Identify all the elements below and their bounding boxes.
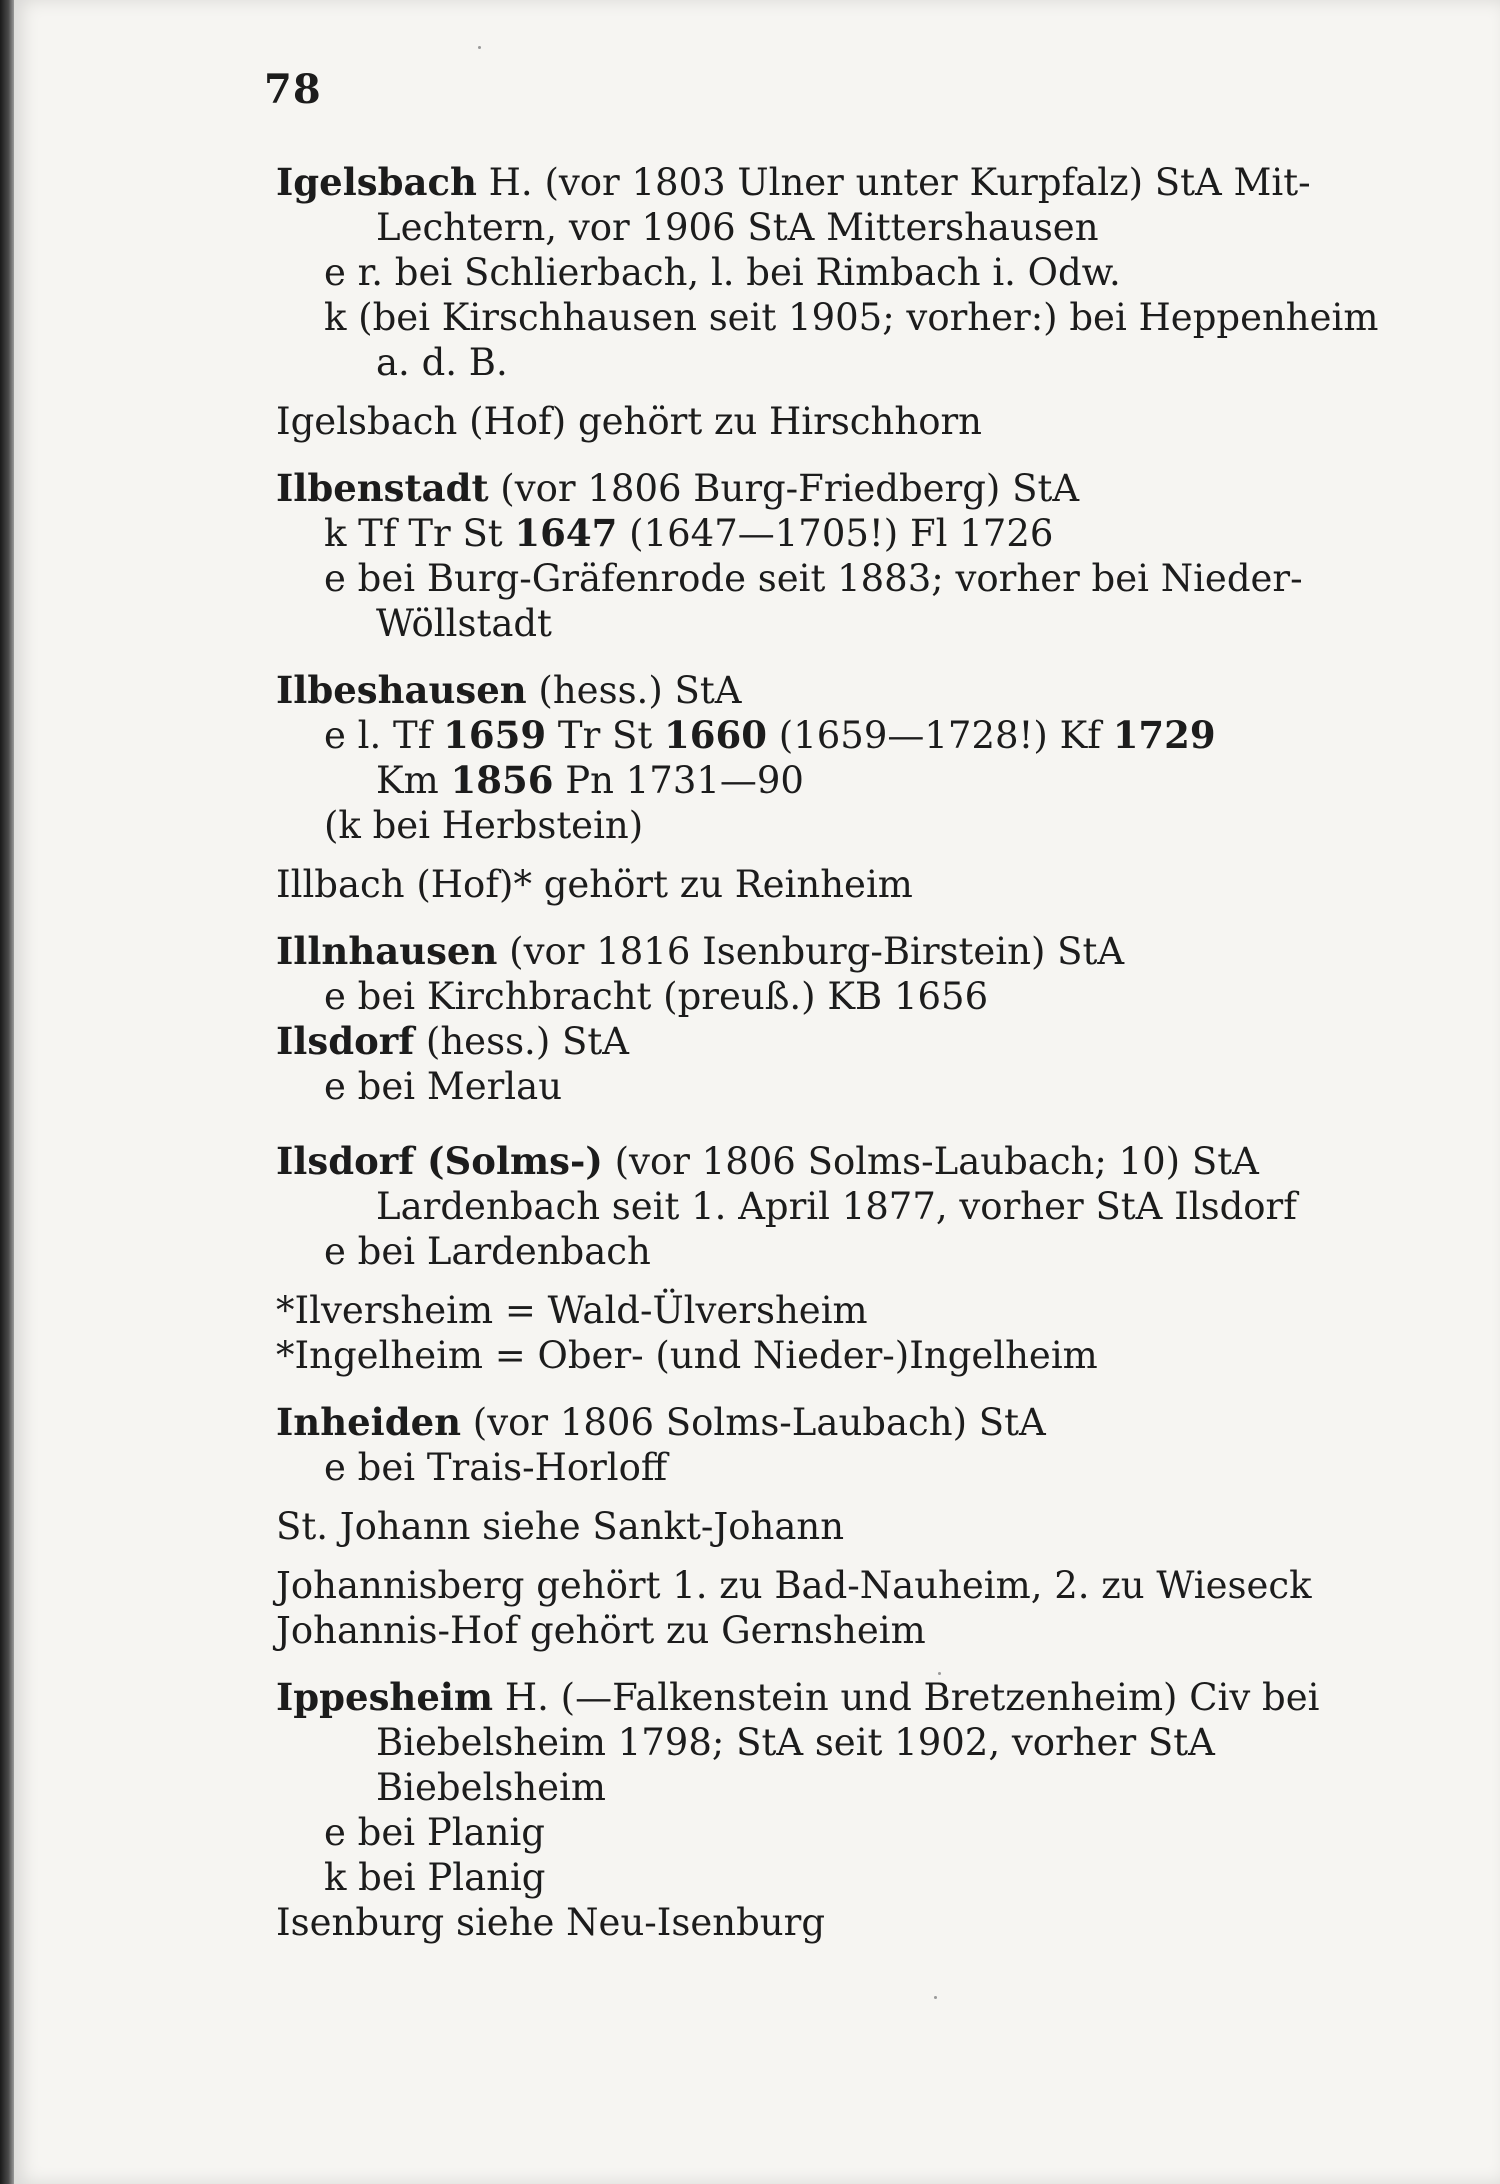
entry-st-johann xyxy=(276,1504,1356,1549)
entry-text: H. (—Falkenstein und Bretzenheim) Civ bei xyxy=(493,1676,1320,1719)
entry-year: 1856 xyxy=(450,758,554,802)
entry-inheiden xyxy=(276,1400,1356,1490)
entry-subline: e bei Planig xyxy=(324,1811,545,1854)
entry-text: Johannis-Hof gehört zu Gernsheim xyxy=(276,1609,926,1652)
entry-subline: e bei Kirchbracht (preuß.) KB 1656 xyxy=(324,975,989,1018)
entry-headword: Inheiden xyxy=(276,1400,462,1444)
entry-subline: e bei Lardenbach xyxy=(324,1230,651,1273)
entry-headword: Ippesheim xyxy=(276,1675,494,1719)
entry-text: (vor 1816 Isenburg-Birstein) StA xyxy=(497,930,1125,973)
entry-subline: e bei Merlau xyxy=(324,1065,563,1108)
entry-ilsdorf-solms xyxy=(276,1139,1356,1274)
entry-subline: k (bei Kirschhausen seit 1905; vorher:) bei Heppenheim xyxy=(324,296,1379,339)
entry-ilversheim xyxy=(276,1288,1356,1333)
entry-illbach xyxy=(276,862,1356,907)
entry-text: *Ilversheim = Wald-Ülversheim xyxy=(276,1289,868,1332)
entry-headword: Ilbeshausen xyxy=(276,668,527,712)
entry-isenburg xyxy=(276,1900,1356,1945)
entry-text: (hess.) StA xyxy=(526,669,742,712)
entry-subline: k bei Planig xyxy=(324,1856,546,1899)
entry-headword: Ilsdorf xyxy=(276,1019,415,1063)
entry-year: 1729 xyxy=(1112,713,1216,757)
entry-ilsdorf xyxy=(276,1019,1356,1109)
entry-ilbenstadt xyxy=(276,466,1356,646)
entry-ilbeshausen xyxy=(276,668,1356,848)
entry-text: (vor 1806 Solms-Laubach; 10) StA xyxy=(602,1140,1259,1183)
entry-ingelheim xyxy=(276,1333,1356,1378)
entry-headword: Illnhausen xyxy=(276,929,498,973)
entry-year: 1659 xyxy=(443,713,547,757)
entry-igelsbach-hof xyxy=(276,399,1356,444)
entry-subline: e bei Trais-Horloff xyxy=(324,1446,668,1489)
entry-year: 1647 xyxy=(514,511,618,555)
entry-text: Isenburg siehe Neu-Isenburg xyxy=(276,1901,826,1944)
entry-text: *Ingelheim = Ober- (und Nieder-)Ingelheim xyxy=(276,1334,1098,1377)
entry-headword: Igelsbach xyxy=(276,160,477,204)
entry-igelsbach xyxy=(276,160,1379,385)
entry-illnhausen xyxy=(276,929,1356,1019)
entry-subline: (k bei Herbstein) xyxy=(324,804,644,847)
entry-year: 1660 xyxy=(664,713,767,757)
entry-text: St. Johann siehe Sankt-Johann xyxy=(276,1505,845,1548)
entry-subline: e r. bei Schlierbach, l. bei Rimbach i. Odw. xyxy=(324,251,1121,294)
entry-text: Lechtern, vor 1906 StA Mittershausen xyxy=(376,206,1099,249)
entry-headword: Ilbenstadt xyxy=(276,466,489,510)
book-gutter xyxy=(0,0,14,2184)
entry-text: Biebelsheim xyxy=(376,1766,606,1809)
entry-text: k Tf Tr St xyxy=(324,512,515,555)
entry-text: Km xyxy=(376,759,451,802)
entry-text: a. d. B. xyxy=(376,341,508,384)
entry-text: Illbach (Hof)* gehört zu Reinheim xyxy=(276,863,913,906)
entry-text: e l. Tf xyxy=(324,714,444,757)
entry-text: Pn 1731—90 xyxy=(553,759,804,802)
entry-text: (vor 1806 Solms-Laubach) StA xyxy=(461,1401,1046,1444)
page-number: 78 xyxy=(264,66,322,113)
entry-text: (hess.) StA xyxy=(414,1020,629,1063)
entry-text: (vor 1806 Burg-Friedberg) StA xyxy=(488,467,1080,510)
entry-text: Johannisberg gehört 1. zu Bad-Nauheim, 2. zu Wieseck xyxy=(276,1564,1312,1607)
entry-text: (1647—1705!) Fl 1726 xyxy=(617,512,1054,555)
paper-speck xyxy=(478,46,481,49)
gazetteer-entries xyxy=(276,160,1379,1945)
entry-text: (1659—1728!) Kf xyxy=(767,714,1113,757)
entry-text: Biebelsheim 1798; StA seit 1902, vorher StA xyxy=(376,1721,1215,1764)
entry-johannisberg xyxy=(276,1563,1356,1608)
paper-speck xyxy=(938,1672,941,1675)
entry-text: Lardenbach seit 1. April 1877, vorher StA Ilsdorf xyxy=(376,1185,1297,1228)
entry-ippesheim xyxy=(276,1675,1356,1900)
book-page xyxy=(14,0,1500,2184)
entry-johannis-hof xyxy=(276,1608,1356,1653)
entry-text: Igelsbach (Hof) gehört zu Hirschhorn xyxy=(276,400,982,443)
paper-speck xyxy=(934,1996,937,1999)
entry-headword: Ilsdorf (Solms-) xyxy=(276,1139,603,1183)
entry-text: Wöllstadt xyxy=(376,602,552,645)
entry-text: Tr St xyxy=(546,714,665,757)
entry-text: H. (vor 1803 Ulner unter Kurpfalz) StA Mit- xyxy=(476,161,1311,204)
entry-subline: e bei Burg-Gräfenrode seit 1883; vorher bei Nieder- xyxy=(324,557,1303,600)
